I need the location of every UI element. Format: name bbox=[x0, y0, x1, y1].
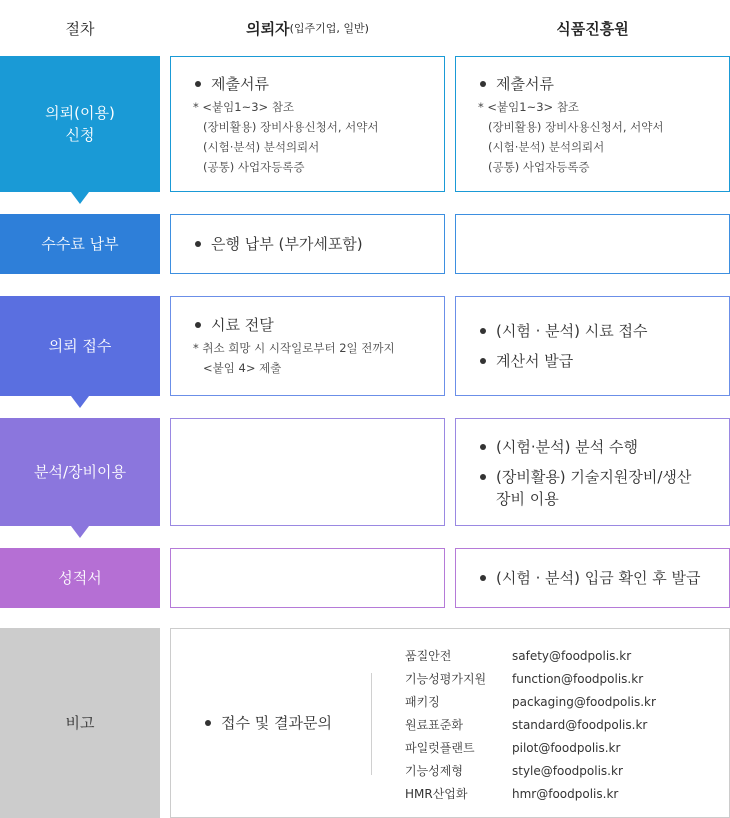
contact-row-standard bbox=[405, 717, 647, 733]
contact-email-link[interactable]: hmr@foodpolis.kr bbox=[512, 787, 619, 801]
contact-row-function bbox=[405, 671, 643, 687]
contact-dept: 파일럿플랜트 bbox=[405, 741, 475, 755]
requester-application-note: * <붙임1~3> 참조 bbox=[193, 100, 295, 114]
step-analysis-label: 분석/장비이용 bbox=[34, 463, 126, 481]
contact-row-style bbox=[405, 763, 623, 779]
step-arrow-4 bbox=[71, 526, 89, 538]
contact-email-link[interactable]: safety@foodpolis.kr bbox=[512, 649, 632, 663]
step-arrow-1 bbox=[71, 192, 89, 204]
contact-row-packaging bbox=[405, 694, 656, 710]
institute-report-bullet: (시험 · 분석) 입금 확인 후 발급 bbox=[478, 567, 729, 589]
requester-analysis-cell bbox=[170, 418, 445, 526]
header-institute bbox=[455, 0, 730, 56]
requester-receipt-cell bbox=[170, 296, 445, 396]
institute-analysis-bullet-2: (장비활용) 기술지원장비/생산 bbox=[478, 466, 729, 488]
institute-application-line-3: (공통) 사업자등록증 bbox=[488, 160, 590, 174]
requester-application-cell bbox=[170, 56, 445, 192]
requester-application-line-2: (시험·분석) 분석의뢰서 bbox=[203, 140, 320, 154]
step-fee-payment bbox=[0, 214, 160, 274]
requester-application-bullet: 제출서류 bbox=[193, 73, 444, 95]
step-report-label: 성적서 bbox=[58, 569, 102, 587]
institute-receipt-cell bbox=[455, 296, 730, 396]
contact-dept: 품질안전 bbox=[405, 649, 452, 663]
institute-analysis-cell bbox=[455, 418, 730, 526]
step-remarks-label: 비고 bbox=[65, 714, 95, 732]
institute-analysis-bullet-2-cont: 장비 이용 bbox=[496, 490, 559, 508]
contact-row-safety bbox=[405, 648, 631, 664]
contact-dept: 원료표준화 bbox=[405, 718, 463, 732]
contact-dept: 기능성평가지원 bbox=[405, 672, 487, 686]
step-analysis bbox=[0, 418, 160, 526]
contact-email-link[interactable]: packaging@foodpolis.kr bbox=[512, 695, 656, 709]
header-requester-sub: (입주기업, 일반) bbox=[289, 22, 369, 35]
institute-analysis-bullet-1: (시험·분석) 분석 수행 bbox=[478, 436, 729, 458]
step-fee-payment-label: 수수료 납부 bbox=[41, 235, 119, 253]
contact-row-pilot bbox=[405, 740, 620, 756]
step-receipt-label: 의뢰 접수 bbox=[48, 337, 112, 355]
contact-dept: 패키징 bbox=[405, 695, 440, 709]
step-arrow-3 bbox=[71, 396, 89, 408]
remarks-cell bbox=[170, 628, 730, 818]
contact-row-hmr bbox=[405, 786, 618, 802]
institute-application-line-1: (장비활용) 장비사용신청서, 서약서 bbox=[488, 120, 664, 134]
header-requester-label: 의뢰자 bbox=[246, 19, 290, 38]
contact-dept: 기능성제형 bbox=[405, 764, 463, 778]
step-report bbox=[0, 548, 160, 608]
header-requester bbox=[170, 0, 445, 56]
remarks-divider bbox=[371, 673, 372, 775]
institute-application-note: * <붙임1~3> 참조 bbox=[478, 100, 580, 114]
institute-receipt-bullet-2: 계산서 발급 bbox=[478, 350, 729, 372]
requester-application-line-3: (공통) 사업자등록증 bbox=[203, 160, 305, 174]
requester-application-line-1: (장비활용) 장비사용신청서, 서약서 bbox=[203, 120, 379, 134]
institute-receipt-bullet-1: (시험 · 분석) 시료 접수 bbox=[478, 320, 729, 342]
institute-application-line-2: (시험·분석) 분석의뢰서 bbox=[488, 140, 605, 154]
step-application-label-2: 신청 bbox=[65, 126, 95, 144]
requester-receipt-note: * 취소 희망 시 시작일로부터 2일 전까지 bbox=[193, 341, 395, 355]
institute-application-cell bbox=[455, 56, 730, 192]
step-remarks bbox=[0, 628, 160, 818]
step-application-label-1: 의뢰(이용) bbox=[45, 104, 115, 122]
step-application bbox=[0, 56, 160, 192]
contact-email-link[interactable]: style@foodpolis.kr bbox=[512, 764, 623, 778]
header-procedure-label: 절차 bbox=[65, 19, 95, 38]
header-institute-label: 식품진흥원 bbox=[556, 19, 629, 38]
contact-email-link[interactable]: pilot@foodpolis.kr bbox=[512, 741, 621, 755]
remarks-bullet: 접수 및 결과문의 bbox=[203, 712, 332, 734]
requester-fee-cell bbox=[170, 214, 445, 274]
contact-dept: HMR산업화 bbox=[405, 787, 468, 801]
requester-receipt-bullet: 시료 전달 bbox=[193, 314, 444, 336]
contact-email-link[interactable]: standard@foodpolis.kr bbox=[512, 718, 648, 732]
institute-fee-cell bbox=[455, 214, 730, 274]
requester-report-cell bbox=[170, 548, 445, 608]
step-receipt bbox=[0, 296, 160, 396]
institute-application-bullet: 제출서류 bbox=[478, 73, 729, 95]
contact-email-link[interactable]: function@foodpolis.kr bbox=[512, 672, 644, 686]
institute-report-cell bbox=[455, 548, 730, 608]
requester-receipt-note-2: <붙임 4> 제출 bbox=[203, 361, 282, 375]
header-procedure bbox=[0, 0, 160, 56]
requester-fee-bullet: 은행 납부 (부가세포함) bbox=[193, 233, 444, 255]
